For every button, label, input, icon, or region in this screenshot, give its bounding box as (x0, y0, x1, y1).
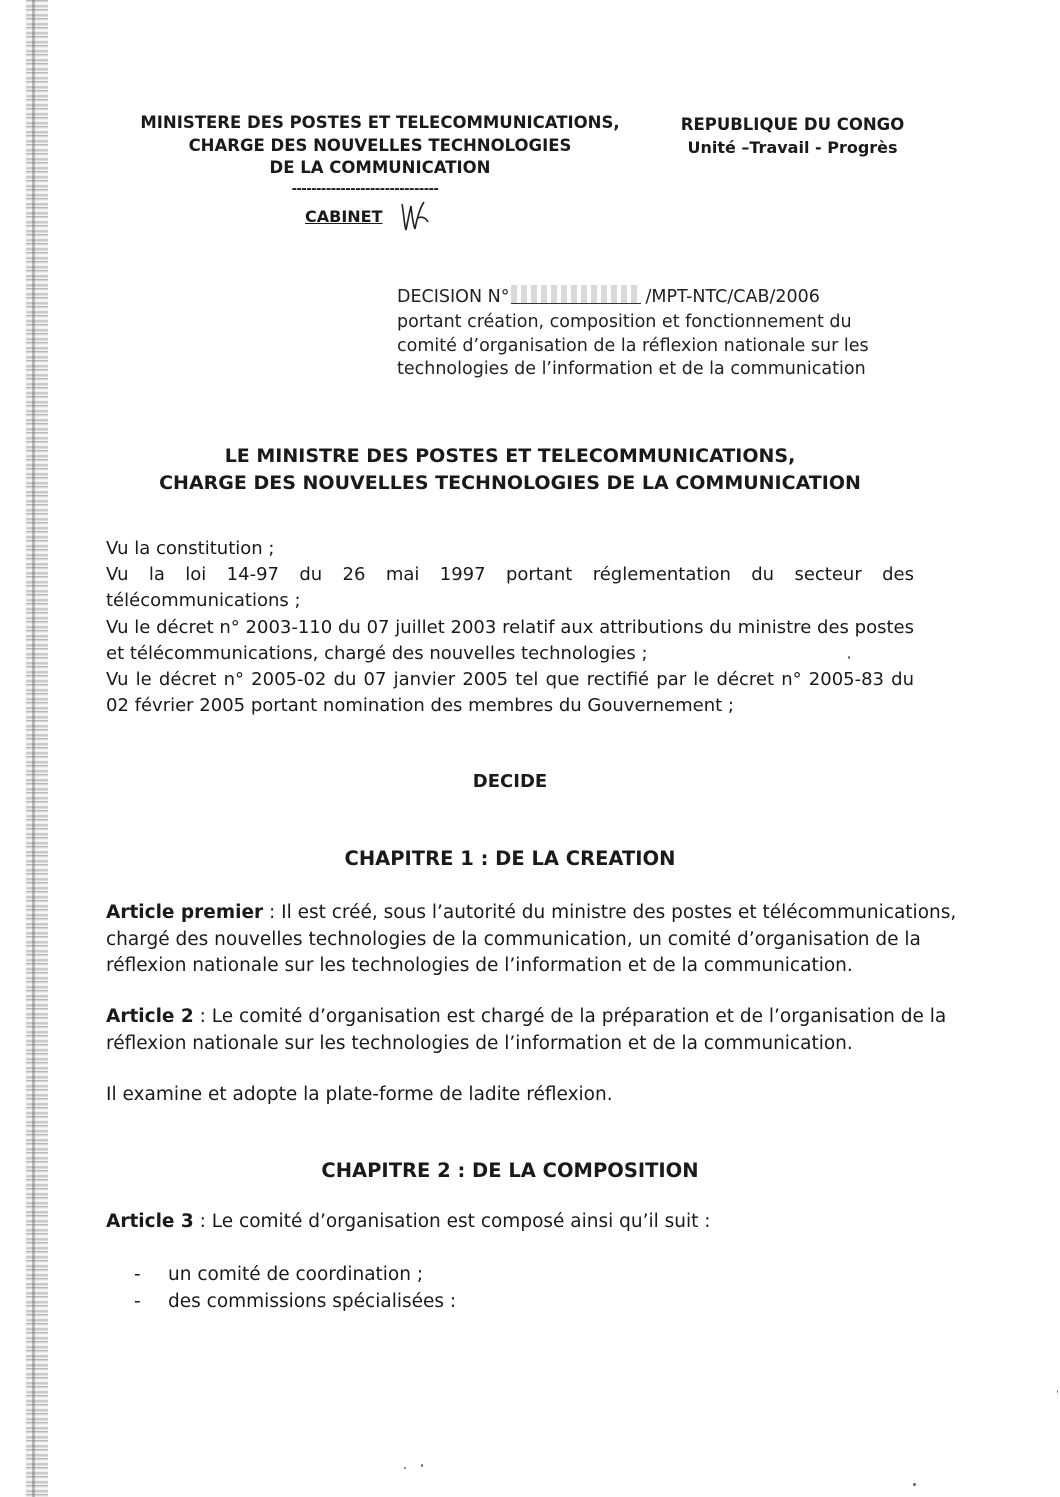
decision-prefix: DECISION N° (397, 287, 510, 307)
article-text: : Le comité d’organisation est composé ainsi qu’il suit : (193, 1211, 711, 1232)
visa-item: Vu le décret n° 2003-110 du 07 juillet 2003 relatif aux attributions du ministre des postes et télécommunications, chargé des nouvelles technologies ; (106, 616, 914, 664)
scan-speck (404, 1467, 406, 1469)
decision-suffix: /MPT-NTC/CAB/2006 (645, 287, 820, 307)
ministry-header (100, 112, 660, 180)
composition-list (134, 1262, 456, 1315)
decide-heading: DECIDE (472, 771, 548, 792)
visa-item: Vu le décret n° 2005-02 du 07 janvier 2005 tel que rectifié par le décret n° 2005-83 du 02 février 2005 portant nomination des membres du Gouvernement ; (106, 669, 914, 717)
header-separator: ------------------------------ (291, 182, 439, 197)
article-2 (106, 1004, 962, 1057)
article-premier (106, 900, 962, 980)
republic-motto: Unité –Travail - Progrès (687, 137, 898, 157)
cabinet-label: CABINET (305, 207, 383, 226)
visa-item: Vu la loi 14-97 du 26 mai 1997 portant réglementation du secteur des télécommunications ; (106, 564, 914, 612)
number-stamp (511, 285, 641, 304)
visa-item: Vu la constitution ; (106, 538, 275, 559)
decision-number-line (397, 283, 917, 311)
list-dash: - (134, 1264, 141, 1285)
scan-speck (848, 656, 850, 659)
decision-reference (397, 283, 917, 382)
article-label: Article premier (106, 902, 264, 923)
decision-subject-line: comité d’organisation de la réflexion nationale sur les (397, 335, 869, 356)
article-text: : Il est créé, sous l’autorité du ministre des postes et télécommunications, chargé des nouvelles technologies de la communication, un comité d’organisation de la réflexion nationale sur les technologies de l’information et de la communication. (106, 902, 957, 977)
visas-section (106, 536, 914, 719)
decision-subject-line: technologies de l’information et de la communication (397, 359, 866, 379)
republic-header (660, 114, 925, 159)
chapter-2-heading: CHAPITRE 2 : DE LA COMPOSITION (321, 1159, 699, 1182)
list-dash: - (134, 1290, 141, 1312)
republic-name: REPUBLIQUE DU CONGO (680, 115, 905, 134)
article-text: Il examine et adopte la plate-forme de ladite réflexion. (106, 1084, 613, 1105)
list-item-text: des commissions spécialisées : (168, 1290, 457, 1312)
handwritten-initials (398, 196, 430, 236)
ministry-line: CHARGE DES NOUVELLES TECHNOLOGIES (188, 135, 572, 155)
ministry-line: MINISTERE DES POSTES ET TELECOMMUNICATIONS, (140, 113, 620, 132)
scan-speck (1057, 1390, 1058, 1393)
article-2-paragraph (106, 1082, 962, 1109)
list-item (134, 1289, 456, 1316)
scan-binding-edge (26, 0, 48, 1497)
minister-title-line: CHARGE DES NOUVELLES TECHNOLOGIES DE LA COMMUNICATION (159, 472, 861, 494)
article-3 (106, 1209, 962, 1236)
minister-title-line: LE MINISTRE DES POSTES ET TELECOMMUNICATIONS, (224, 445, 796, 467)
article-label: Article 2 (106, 1006, 194, 1027)
scan-speck (913, 1483, 916, 1486)
article-text: : Le comité d’organisation est chargé de la préparation et de l’organisation de la réflexion nationale sur les technologies de l’information et de la communication. (106, 1006, 947, 1054)
chapter-1-heading: CHAPITRE 1 : DE LA CREATION (344, 847, 676, 870)
list-item-text: un comité de coordination ; (168, 1264, 424, 1285)
scan-speck (421, 1464, 423, 1467)
ministry-line: DE LA COMMUNICATION (269, 158, 491, 177)
article-label: Article 3 (106, 1211, 194, 1232)
minister-title (100, 443, 920, 497)
decision-subject-line: portant création, composition et fonctionnement du (397, 312, 852, 332)
list-item (134, 1262, 456, 1289)
